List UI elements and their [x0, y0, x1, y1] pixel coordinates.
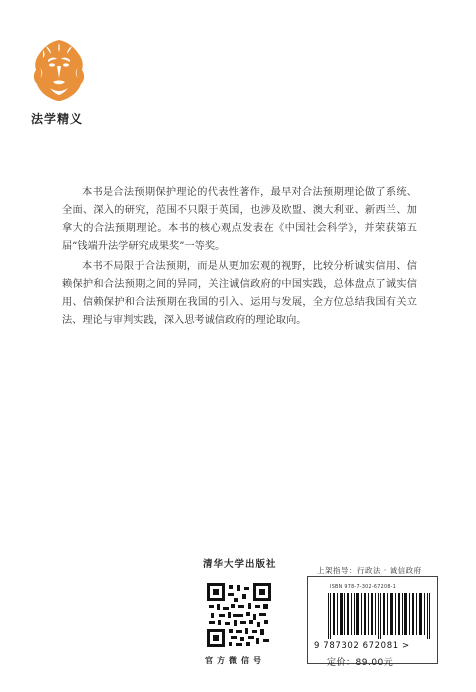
- series-title: 法学精义: [31, 112, 84, 126]
- book-blurb: [62, 184, 417, 332]
- qr-code-icon: [207, 583, 271, 647]
- publisher-name: 清华大学出版社: [203, 559, 277, 570]
- barcode-number: 9 787302 672081 >: [314, 641, 410, 651]
- qr-caption: 官方微信号: [205, 656, 265, 665]
- blurb-paragraph: 本书是合法预期保护理论的代表性著作，最早对合法预期理论做了系统、全面、深入的研究，范围不只限于英国，也涉及欧盟、澳大利亚、新西兰、加拿大的合法预期理论。本书的核心观点发表在《中国社会科学》，并荣获第五届“钱端升法学研究成果奖”一等奖。: [62, 187, 417, 252]
- shelf-guide: 上架指导：行政法 · 诚信政府: [317, 566, 422, 575]
- blurb-paragraph: 本书不局限于合法预期，而是从更加宏观的视野，比较分析诚实信用、信赖保护和合法预期之间的异同，关注诚信政府的中国实践，总体盘点了诚实信用、信赖保护和合法预期在我国的引入、运用与发展，全方位总结我国有关立法、理论与审判实践，深入思考诚信政府的理论取向。: [62, 261, 417, 326]
- price-label: 定价：89.00元: [327, 658, 394, 668]
- isbn-text: ISBN 978-7-302-67208-1: [330, 585, 397, 590]
- barcode-icon: [328, 593, 432, 639]
- lion-head-logo-icon: [30, 38, 88, 102]
